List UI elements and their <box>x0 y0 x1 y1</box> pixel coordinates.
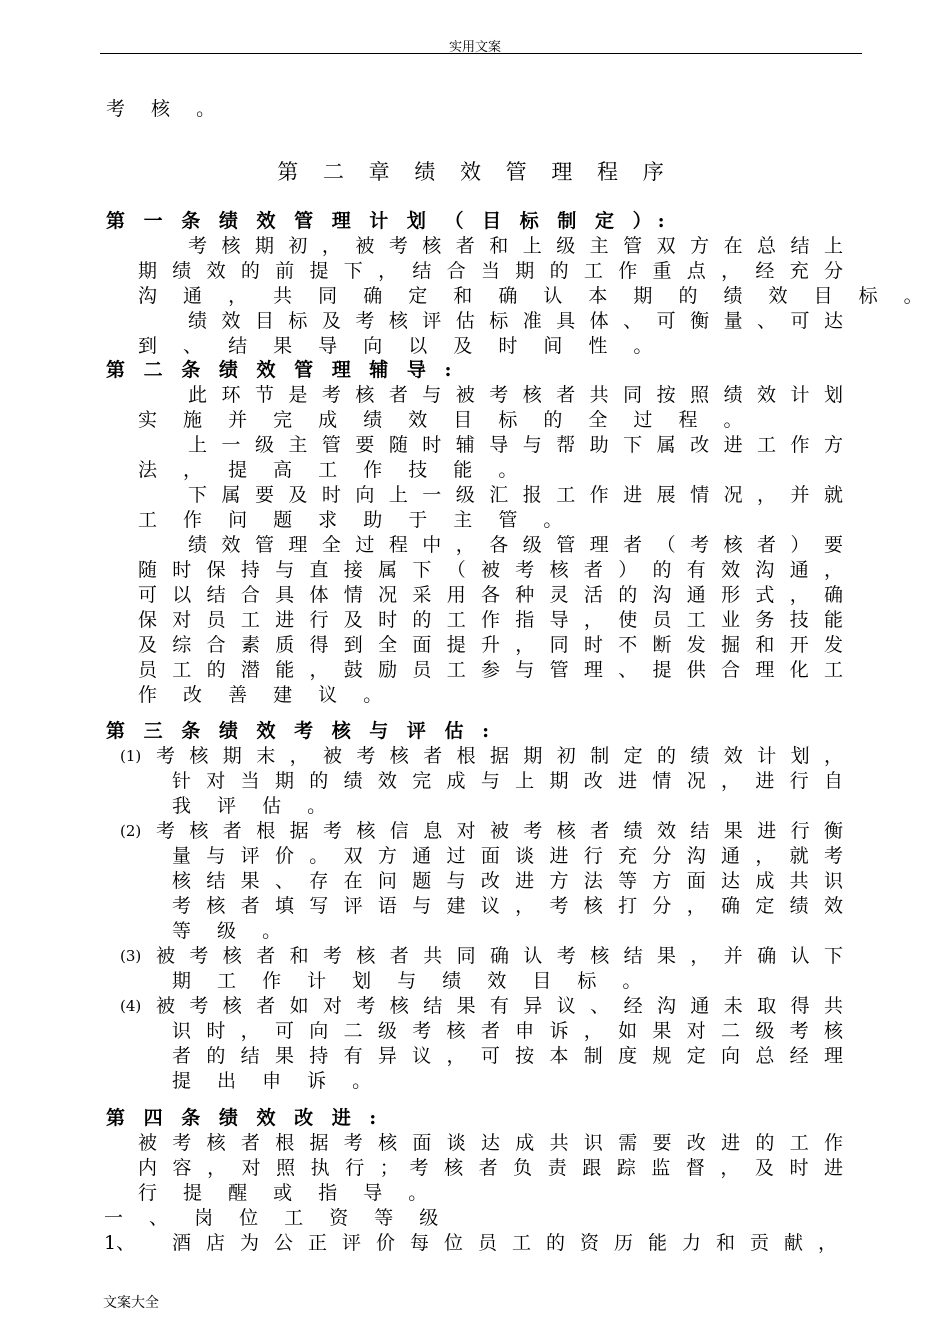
header-divider <box>100 53 862 54</box>
item-line: 针 对 当 期 的 绩 效 完 成 与 上 期 改 进 情 况 ， 进 行 自 <box>172 770 843 792</box>
item-line: 者 的 结 果 持 有 异 议 ， 可 按 本 制 度 规 定 向 总 经 理 <box>172 1045 843 1067</box>
item-line: 我 评 估 。 <box>172 795 337 817</box>
section-2-line: 员 工 的 潜 能 ， 鼓 励 员 工 参 与 管 理 、 提 供 合 理 化 工 <box>138 659 843 681</box>
item-line: 酒 店 为 公 正 评 价 每 位 员 工 的 资 历 能 力 和 贡 献 ， <box>172 1232 837 1254</box>
section-2-line: 实 施 并 完 成 绩 效 目 标 的 全 过 程 。 <box>138 409 753 431</box>
section-2-heading: 第 二 条 绩 效 管 理 辅 导 : <box>106 359 458 381</box>
item-line: 等 级 。 <box>172 920 292 942</box>
item-line: 被 考 核 者 和 考 核 者 共 同 确 认 考 核 结 果 ， 并 确 认 下 <box>156 945 843 967</box>
item-number: (3) <box>120 947 142 965</box>
page-footer-text: 文案大全 <box>103 1295 159 1311</box>
section-4-heading: 第 四 条 绩 效 改 进 : <box>106 1107 383 1129</box>
item-line: 提 出 申 诉 。 <box>172 1070 382 1092</box>
section-1-line: 期 绩 效 的 前 提 下 ， 结 合 当 期 的 工 作 重 点 ， 经 充 分 <box>138 260 843 282</box>
section-2-line: 作 改 善 建 议 。 <box>138 684 393 706</box>
item-line: 核 结 果 、 存 在 问 题 与 改 进 方 法 等 方 面 达 成 共 识 <box>172 870 843 892</box>
section-4-line: 被 考 核 者 根 据 考 核 面 谈 达 成 共 识 需 要 改 进 的 工 作 <box>138 1132 843 1154</box>
item-line: 考 核 者 根 据 考 核 信 息 对 被 考 核 者 绩 效 结 果 进 行 衡 <box>156 820 843 842</box>
item-line: 考 核 期 末 ， 被 考 核 者 根 据 期 初 制 定 的 绩 效 计 划 ， <box>156 745 843 767</box>
section-2-line: 保 对 员 工 进 行 及 时 的 工 作 指 导 ， 使 员 工 业 务 技 能 <box>138 609 843 631</box>
item-number: (4) <box>120 997 142 1015</box>
section-2-line: 法 ， 提 高 工 作 技 能 。 <box>138 459 528 481</box>
item-number: 1、 <box>104 1232 136 1254</box>
section-1-line: 考 核 期 初 ， 被 考 核 者 和 上 级 主 管 双 方 在 总 结 上 <box>188 235 843 257</box>
subsection-title: 一 、 岗 位 工 资 等 级 <box>104 1207 449 1229</box>
item-number: (2) <box>120 822 142 840</box>
section-1-line: 到 、 结 果 导 向 以 及 时 间 性 。 <box>138 335 663 357</box>
page-header-title: 实用文案 <box>448 40 501 55</box>
section-2-line: 及 综 合 素 质 得 到 全 面 提 升 ， 同 时 不 断 发 掘 和 开 发 <box>138 634 843 656</box>
item-line: 期 工 作 计 划 与 绩 效 目 标 。 <box>172 970 652 992</box>
section-2-line: 绩 效 管 理 全 过 程 中 ， 各 级 管 理 者 （ 考 核 者 ） 要 <box>188 534 843 556</box>
section-1-line: 沟 通 ， 共 同 确 定 和 确 认 本 期 的 绩 效 目 标 。 <box>138 285 933 307</box>
item-number: (1) <box>120 747 142 765</box>
section-2-line: 工 作 问 题 求 助 于 主 管 。 <box>138 509 573 531</box>
intro-text: 考 核 。 <box>106 98 226 120</box>
section-1-line: 绩 效 目 标 及 考 核 评 估 标 准 具 体 、 可 衡 量 、 可 达 <box>188 310 843 332</box>
item-line: 考 核 者 填 写 评 语 与 建 议 ， 考 核 打 分 ， 确 定 绩 效 <box>172 895 843 917</box>
section-2-line: 可 以 结 合 具 体 情 况 采 用 各 种 灵 活 的 沟 通 形 式 ， 确 <box>138 584 843 606</box>
section-2-line: 此 环 节 是 考 核 者 与 被 考 核 者 共 同 按 照 绩 效 计 划 <box>188 384 843 406</box>
section-4-line: 行 提 醒 或 指 导 。 <box>138 1182 438 1204</box>
item-line: 识 时 ， 可 向 二 级 考 核 者 申 诉 ， 如 果 对 二 级 考 核 <box>172 1020 843 1042</box>
section-2-line: 随 时 保 持 与 直 接 属 下 （ 被 考 核 者 ） 的 有 效 沟 通 ， <box>138 559 843 581</box>
item-line: 量 与 评 价 。 双 方 通 过 面 谈 进 行 充 分 沟 通 ， 就 考 <box>172 845 843 867</box>
section-1-heading: 第 一 条 绩 效 管 理 计 划 （ 目 标 制 定 ）: <box>106 210 671 232</box>
section-2-line: 上 一 级 主 管 要 随 时 辅 导 与 帮 助 下 属 改 进 工 作 方 <box>188 434 843 456</box>
section-4-line: 内 容 ， 对 照 执 行 ； 考 核 者 负 责 跟 踪 监 督 ， 及 时 进 <box>138 1157 843 1179</box>
section-3-heading: 第 三 条 绩 效 考 核 与 评 估 : <box>106 720 496 742</box>
chapter-title: 第 二 章 绩 效 管 理 程 序 <box>277 160 673 184</box>
item-line: 被 考 核 者 如 对 考 核 结 果 有 异 议 、 经 沟 通 未 取 得 共 <box>156 995 843 1017</box>
section-2-line: 下 属 要 及 时 向 上 一 级 汇 报 工 作 进 展 情 况 ， 并 就 <box>188 484 843 506</box>
